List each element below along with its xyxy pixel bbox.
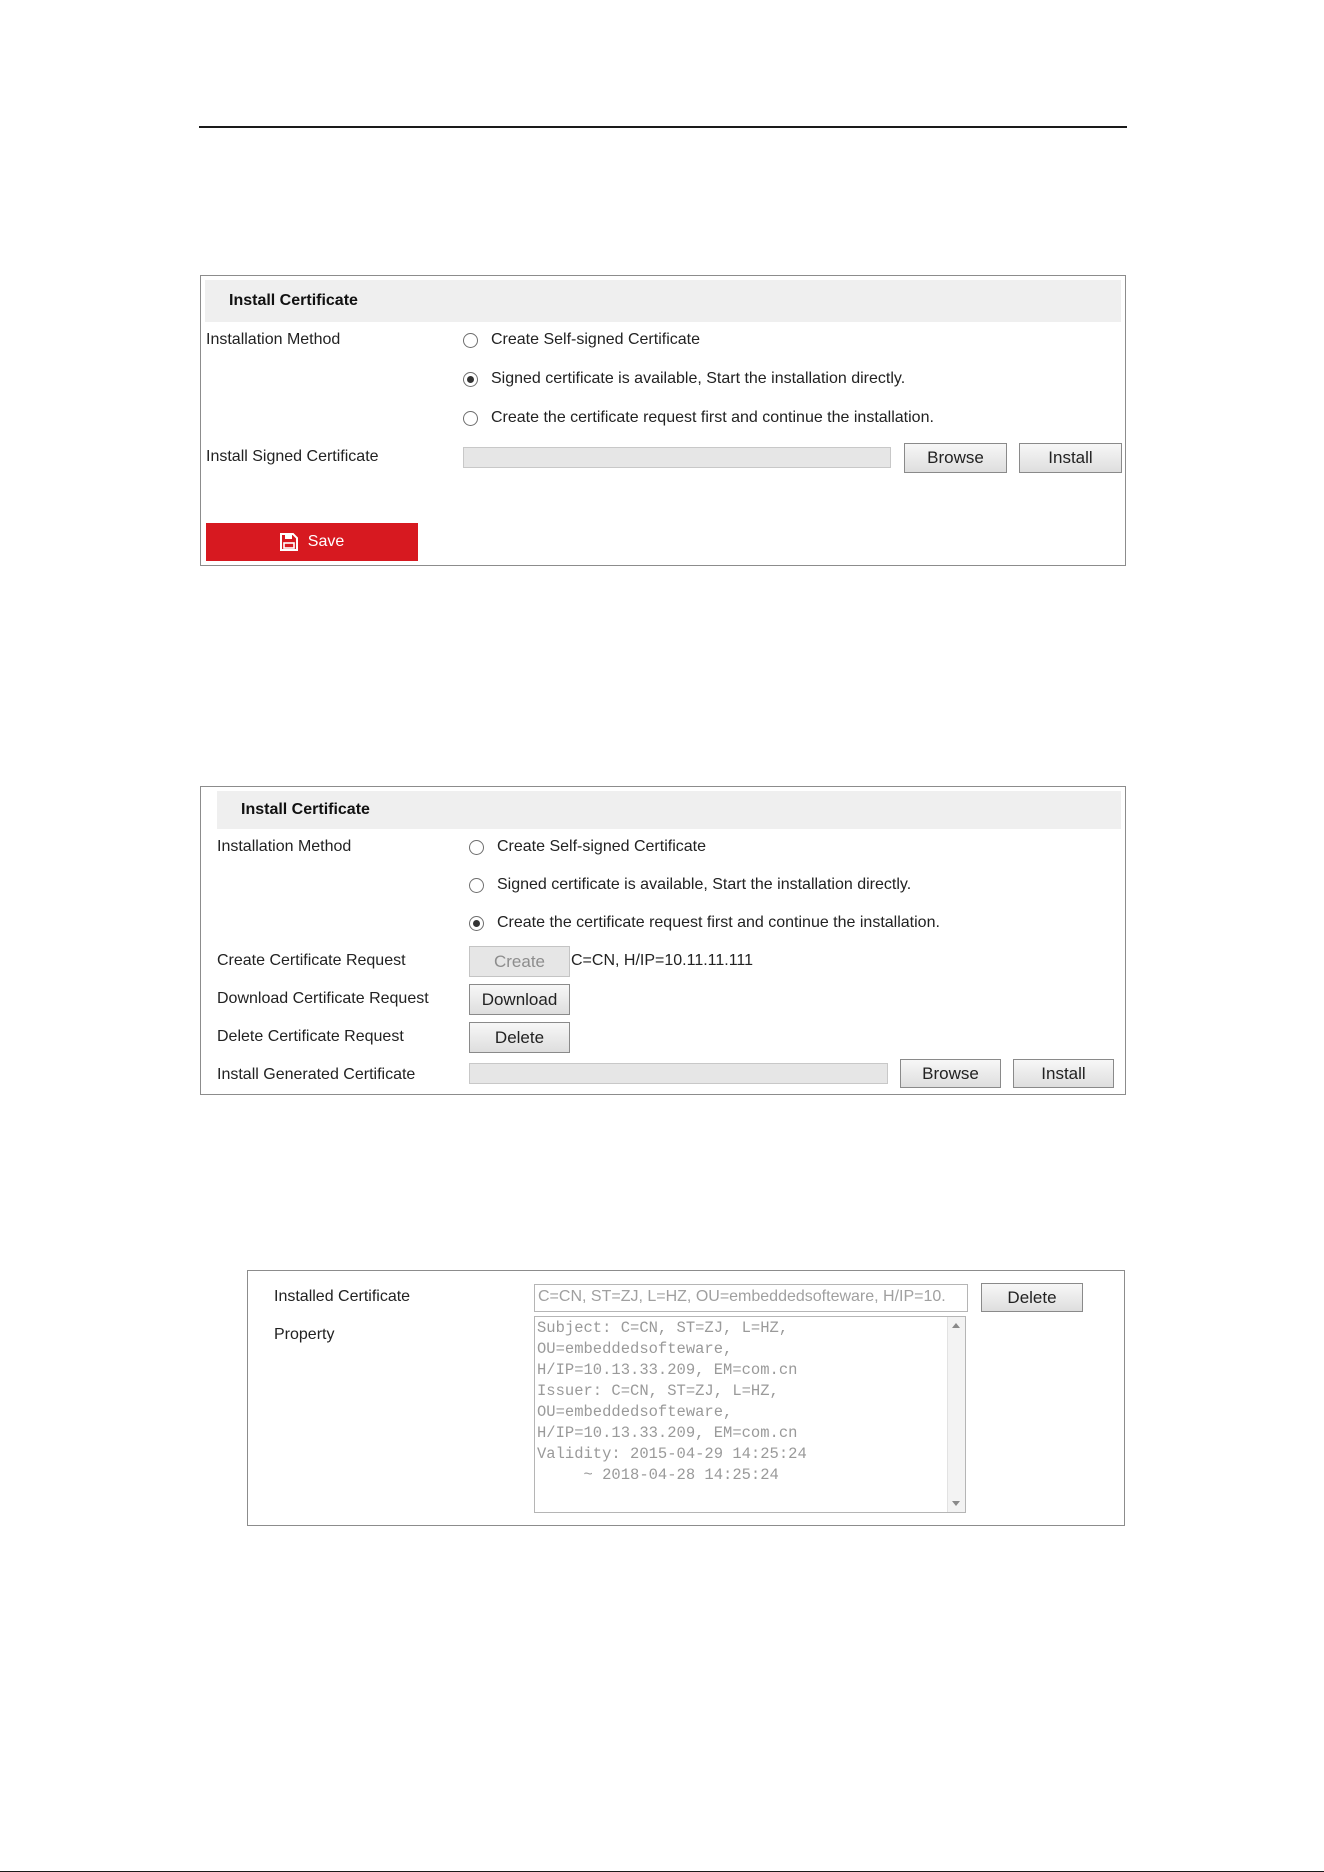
radio-label: Signed certificate is available, Start the installation directly. [491, 370, 906, 387]
delete-request-button[interactable]: Delete [469, 1022, 570, 1053]
installed-certificate-panel [247, 1270, 1125, 1526]
scroll-up-arrow-icon[interactable] [952, 1323, 960, 1328]
save-button[interactable] [206, 523, 418, 561]
create-button[interactable]: Create [469, 946, 570, 977]
install-button[interactable]: Install [1019, 443, 1122, 473]
certificate-property-textarea[interactable] [534, 1316, 966, 1513]
install-button[interactable]: Install [1013, 1059, 1114, 1088]
delete-certificate-button[interactable]: Delete [981, 1283, 1083, 1312]
radio-button[interactable] [469, 840, 484, 855]
radio-label: Signed certificate is available, Start the installation directly. [497, 876, 912, 893]
delete-certificate-request-label: Delete Certificate Request [217, 1028, 404, 1045]
radio-button[interactable] [469, 878, 484, 893]
radio-self-signed[interactable] [469, 838, 706, 856]
create-certificate-request-label: Create Certificate Request [217, 952, 406, 969]
radio-signed-available[interactable] [469, 876, 911, 894]
installed-certificate-field[interactable]: C=CN, ST=ZJ, L=HZ, OU=embeddedsofteware, H/IP=10. [534, 1284, 968, 1312]
install-certificate-panel-signed [200, 275, 1126, 566]
panel-title: Install Certificate [205, 280, 1121, 322]
certificate-property-text: Subject: C=CN, ST=ZJ, L=HZ, OU=embeddedsofteware, H/IP=10.13.33.209, EM=com.cn Issuer: C=CN, ST=ZJ, L=HZ, OU=embeddedsofteware, H/IP=10.13.33.209, EM=com.cn Validity: 2015-04-29 14:25:24 ~ 2018-04-28 14:25:24 [537, 1319, 807, 1484]
vertical-scrollbar[interactable] [947, 1317, 965, 1512]
floppy-disk-icon [280, 533, 298, 551]
radio-label: Create the certificate request first and continue the installation. [497, 914, 940, 931]
download-button[interactable]: Download [469, 984, 570, 1015]
radio-create-request[interactable] [463, 409, 934, 427]
scroll-down-arrow-icon[interactable] [952, 1501, 960, 1506]
install-certificate-panel-request [200, 786, 1126, 1095]
download-certificate-request-label: Download Certificate Request [217, 990, 429, 1007]
radio-create-request[interactable] [469, 914, 940, 932]
browse-button[interactable]: Browse [900, 1059, 1001, 1088]
radio-label: Create Self-signed Certificate [497, 838, 706, 855]
installation-method-label: Installation Method [206, 331, 341, 348]
save-button-label: Save [307, 533, 345, 550]
browse-button[interactable]: Browse [904, 443, 1007, 473]
radio-self-signed[interactable] [463, 331, 700, 349]
certificate-file-path-field[interactable] [463, 447, 891, 468]
generated-certificate-file-field[interactable] [469, 1063, 888, 1084]
property-label: Property [274, 1326, 335, 1343]
installed-certificate-label: Installed Certificate [274, 1288, 411, 1305]
radio-button[interactable] [463, 333, 478, 348]
installation-method-label: Installation Method [217, 838, 352, 855]
radio-label: Create Self-signed Certificate [491, 331, 700, 348]
certificate-request-info: C=CN, H/IP=10.11.11.111 [571, 952, 754, 969]
radio-signed-available[interactable] [463, 370, 905, 388]
install-generated-certificate-label: Install Generated Certificate [217, 1066, 416, 1083]
radio-button-selected[interactable] [469, 916, 484, 931]
page-header-rule [199, 126, 1127, 128]
radio-label: Create the certificate request first and continue the installation. [491, 409, 934, 426]
radio-button[interactable] [463, 411, 478, 426]
radio-button-selected[interactable] [463, 372, 478, 387]
panel-title: Install Certificate [217, 791, 1121, 829]
install-signed-certificate-label: Install Signed Certificate [206, 448, 379, 465]
